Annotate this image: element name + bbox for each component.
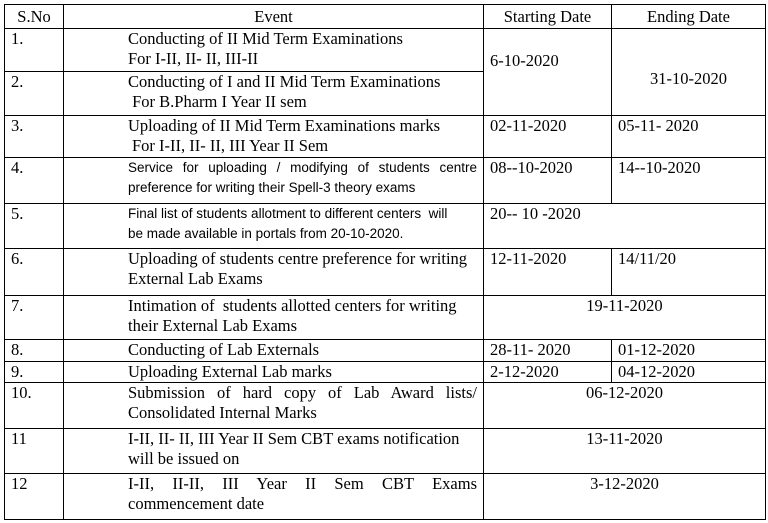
event-cell: [64, 361, 484, 383]
event-cell: [64, 340, 484, 362]
event-line: be made available in portals from 20-10-2020.: [128, 225, 404, 241]
event-line: External Lab Exams: [128, 269, 263, 289]
row-number: 6.: [5, 249, 64, 296]
date-cell: 13-11-2020: [484, 428, 766, 473]
row-number: 3.: [5, 115, 64, 157]
event-line: For I-II, II- II, III-II: [128, 49, 259, 68]
event-line: Submission of hard copy of Lab Award lists/: [128, 383, 477, 403]
event-cell: [64, 115, 484, 157]
event-line: Conducting of II Mid Term Examinations: [128, 29, 403, 48]
header-row: [5, 5, 766, 29]
event-cell: [64, 158, 484, 203]
header-ending-date: Ending Date: [612, 5, 766, 29]
header-starting-date: Starting Date: [484, 5, 612, 29]
event-line: Final list of students allotment to different centers will: [128, 205, 448, 221]
start-date: 28-11- 2020: [484, 340, 612, 362]
date-cell: 19-11-2020: [484, 295, 766, 339]
date-cell: 20-- 10 -2020: [484, 203, 766, 248]
event-line: Uploading of II Mid Term Examinations marks: [128, 115, 440, 135]
event-line: Consolidated Internal Marks: [128, 403, 317, 423]
table-row: [5, 29, 766, 72]
event-cell: [64, 249, 484, 296]
event-line: preference for writing their Spell-3 theory exams: [128, 180, 416, 196]
table-row: [5, 295, 766, 339]
event-line: I-II, II- II, III Year II Sem CBT exams notification: [128, 428, 460, 448]
event-line: Uploading External Lab marks: [128, 361, 332, 381]
row-number: 11: [5, 428, 64, 473]
row-number: 5.: [5, 203, 64, 248]
event-line: For B.Pharm I Year II sem: [128, 92, 307, 112]
event-line: their External Lab Exams: [128, 315, 298, 335]
table-row: [5, 115, 766, 157]
start-date: 08--10-2020: [484, 158, 612, 203]
table-row: [5, 249, 766, 296]
schedule-table: [4, 4, 766, 520]
event-line: Conducting of Lab Externals: [128, 340, 320, 360]
event-line: will be issued on: [128, 448, 240, 468]
event-cell: [64, 72, 484, 115]
event-cell: [64, 428, 484, 473]
start-date: 02-11-2020: [484, 115, 612, 157]
event-cell: [64, 474, 484, 520]
table-row: [5, 383, 766, 428]
event-line: For I-II, II- II, III Year II Sem: [132, 135, 329, 155]
date-cell: 3-12-2020: [484, 474, 766, 520]
row-number: 4.: [5, 158, 64, 203]
event-line: Service for uploading / modifying of students centre: [128, 160, 477, 176]
row-number: 10.: [5, 383, 64, 428]
row-number: 8.: [5, 340, 64, 362]
date-cell: 06-12-2020: [484, 383, 766, 428]
end-date: 01-12-2020: [612, 340, 766, 362]
event-cell: [64, 203, 484, 248]
event-line: Conducting of I and II Mid Term Examinations: [128, 72, 441, 92]
end-date: 04-12-2020: [612, 361, 766, 383]
start-date: 12-11-2020: [484, 249, 612, 296]
event-line: commencement date: [128, 494, 265, 514]
event-cell: [64, 295, 484, 339]
end-date: 31-10-2020: [612, 29, 766, 116]
event-cell: [64, 383, 484, 428]
row-number: 7.: [5, 295, 64, 339]
row-number: 2.: [5, 72, 64, 115]
header-sno: S.No: [5, 5, 64, 29]
event-line: I-II, II-II, III Year II Sem CBT Exams: [128, 474, 477, 494]
end-date: 05-11- 2020: [612, 115, 766, 157]
table-row: [5, 203, 766, 248]
start-date: 6-10-2020: [484, 29, 612, 116]
row-number: 1.: [5, 29, 64, 72]
event-line: Intimation of students allotted centers for writing: [128, 295, 457, 315]
header-event: Event: [64, 5, 484, 29]
row-number: 12: [5, 474, 64, 520]
event-line: Uploading of students centre preference for writing: [128, 249, 468, 269]
table-row: [5, 361, 766, 383]
end-date: 14--10-2020: [612, 158, 766, 203]
event-cell: [64, 29, 484, 72]
table-row: [5, 428, 766, 473]
table-row: [5, 474, 766, 520]
table-row: [5, 340, 766, 362]
table-row: [5, 158, 766, 203]
row-number: 9.: [5, 361, 64, 383]
start-date: 2-12-2020: [484, 361, 612, 383]
end-date: 14/11/20: [612, 249, 766, 296]
